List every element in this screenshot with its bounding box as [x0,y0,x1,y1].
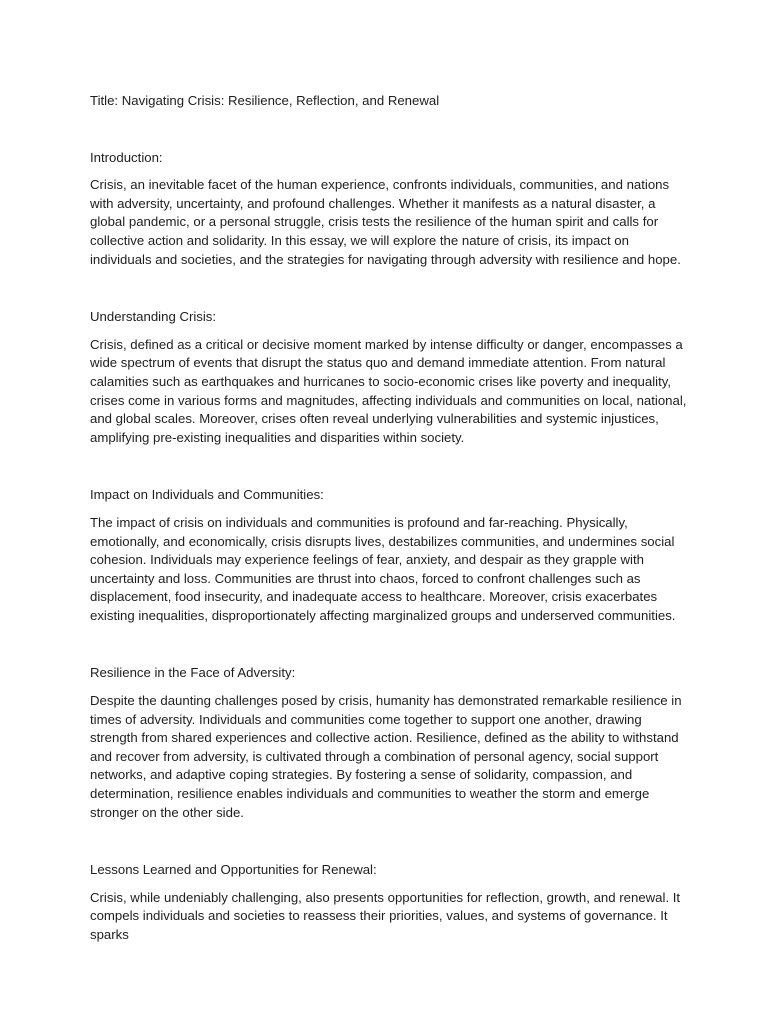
section-lessons-learned [90,861,688,944]
section-heading: Understanding Crisis: [90,309,217,325]
section-paragraph: Crisis, defined as a critical or decisive moment marked by intense difficulty or danger, encompasses a wide spectrum of events that disrupt the status quo and demand immediate attention. From natural calamities such as earthquakes and hurricanes to socio-economic crises like poverty and inequality, crises come in various forms and magnitudes, affecting individuals and communities on local, national, and global scales. Moreover, crises often reveal underlying vulnerabilities and systemic injustices, amplifying pre-existing inequalities and disparities within society. [90,336,687,445]
section-paragraph: Crisis, an inevitable facet of the human experience, confronts individuals, communities, and nations with adversity, uncertainty, and profound challenges. Whether it manifests as a natural disaster, a global pandemic, or a personal struggle, crisis tests the resilience of the human spirit and calls for collective action and solidarity. In this essay, we will explore the nature of crisis, its impact on individuals and societies, and the strategies for navigating through adversity with resilience and hope. [90,177,681,267]
section-heading: Introduction: [90,149,163,165]
section-resilience [90,664,688,822]
section-heading: Lessons Learned and Opportunities for Renewal: [90,862,377,878]
section-paragraph: Crisis, while undeniably challenging, also presents opportunities for reflection, growth, and renewal. It compels individuals and societies to reassess their priorities, values, and systems of governance. It sparks [90,889,681,942]
section-understanding-crisis [90,308,688,447]
section-impact [90,486,688,625]
section-heading: Resilience in the Face of Adversity: [90,665,296,681]
document-body [90,92,688,945]
document-title: Title: Navigating Crisis: Resilience, Reflection, and Renewal [90,93,440,108]
section-paragraph: The impact of crisis on individuals and communities is profound and far-reaching. Physically, emotionally, and economically, crisis disrupts lives, destabilizes communities, and undermines social cohesion. Individuals may experience feelings of fear, anxiety, and despair as they grapple with uncertainty and loss. Communities are thrust into chaos, forced to confront challenges such as displacement, food insecurity, and inadequate access to healthcare. Moreover, crisis exacerbates existing inequalities, disproportionately affecting marginalized groups and underserved communities. [90,514,676,623]
section-heading: Impact on Individuals and Communities: [90,487,324,503]
section-paragraph: Despite the daunting challenges posed by crisis, humanity has demonstrated remarkable resilience in times of adversity. Individuals and communities come together to support one another, drawing strength from shared experiences and collective action. Resilience, defined as the ability to withstand and recover from adversity, is cultivated through a combination of personal agency, social support networks, and adaptive coping strategies. By fostering a sense of solidarity, compassion, and determination, resilience enables individuals and communities to weather the storm and emerge stronger on the other side. [90,693,682,820]
section-introduction [90,149,688,270]
